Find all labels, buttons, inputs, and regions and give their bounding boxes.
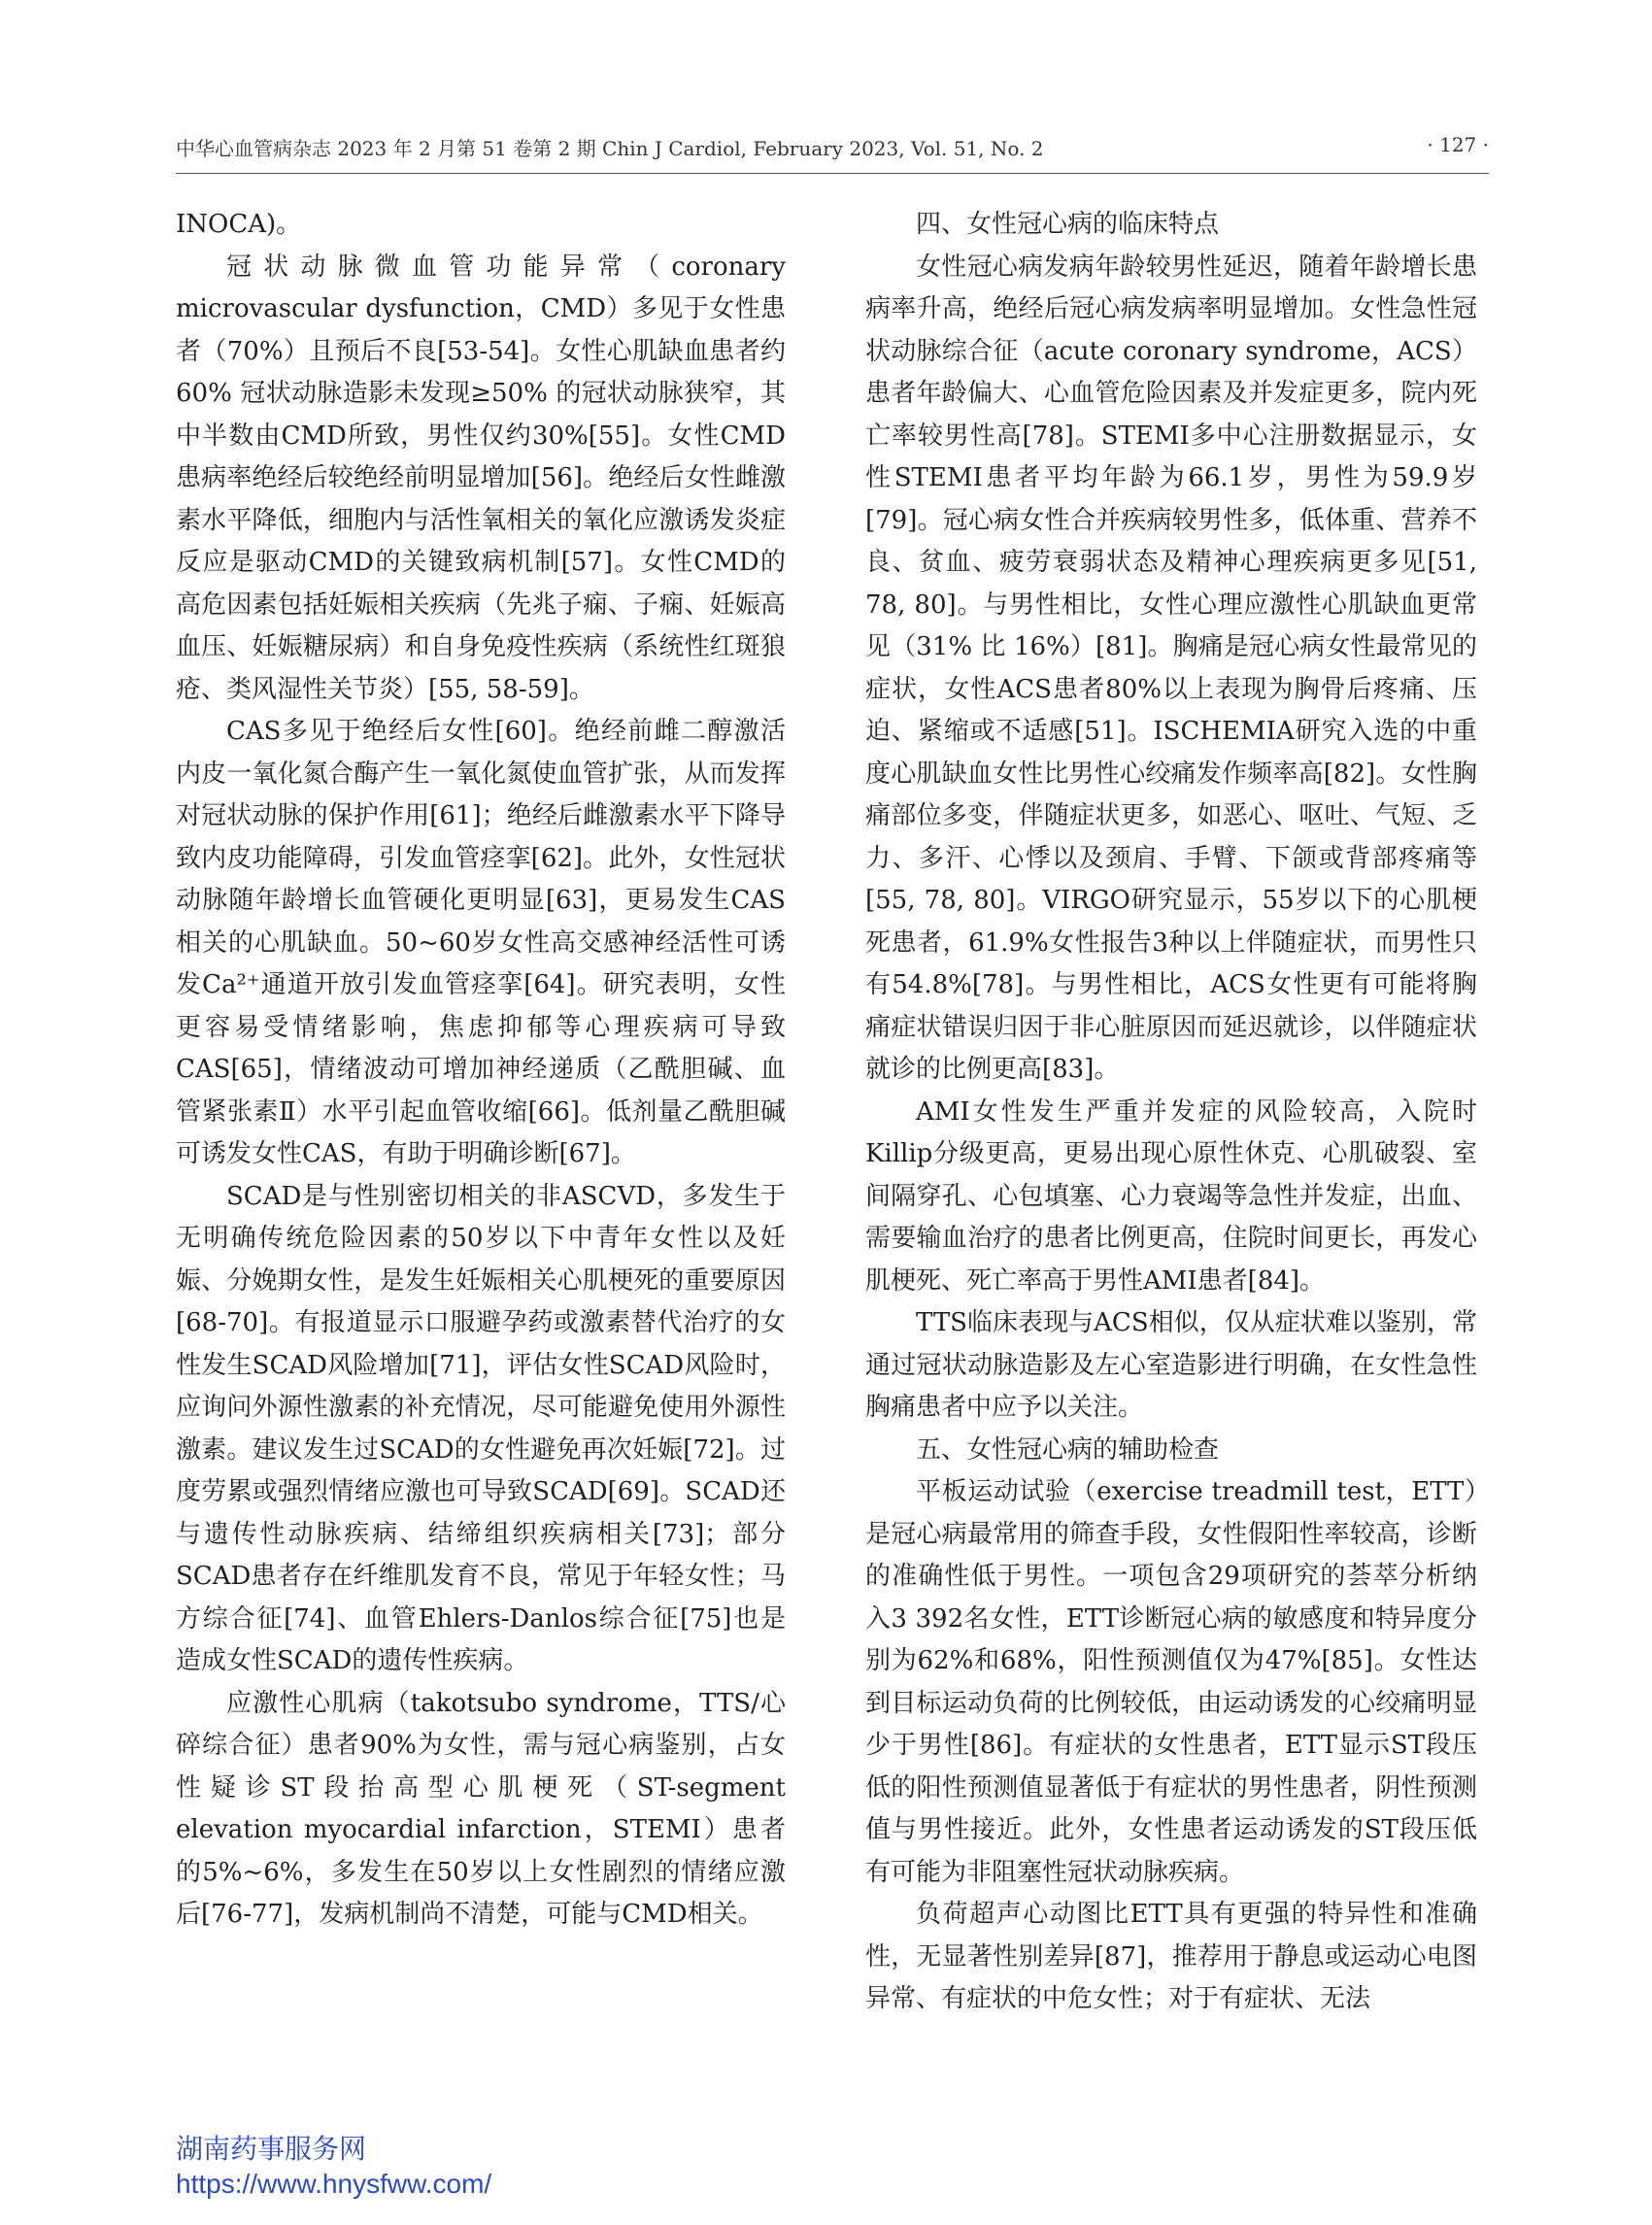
page-number: · 127 · [1427, 133, 1489, 156]
paragraph-cas: CAS多见于绝经后女性[60]。绝经前雌二醇激活内皮一氧化氮合酶产生一氧化氮使血管扩张，从而发挥对冠状动脉的保护作用[61]；绝经后雌激素水平下降导致内皮功能障碍，引发血管痉挛[62]。此外，女性冠状动脉随年龄增长血管硬化更明显[63]，更易发生CAS相关的心肌缺血。50~60岁女性高交感神经活性可诱发Ca²⁺通道开放引发血管痉挛[64]。研究表明，女性更容易受情绪影响，焦虑抑郁等心理疾病可导致CAS[65]，情绪波动可增加神经递质（乙酰胆碱、血管紧张素Ⅱ）水平引起血管收缩[66]。低剂量乙酰胆碱可诱发女性CAS，有助于明确诊断[67]。 [176, 717, 786, 1168]
section-heading-4: 四、女性冠心病的临床特点 [916, 210, 1220, 239]
right-column [865, 204, 1477, 2078]
paragraph-stress-echo: 负荷超声心动图比ETT具有更强的特异性和准确性，无显著性别差异[87]，推荐用于静息或运动心电图异常、有症状的中危女性；对于有症状、无法 [865, 1900, 1477, 2013]
paragraph-clinical-features: 女性冠心病发病年龄较男性延迟，随着年龄增长患病率升高，绝经后冠心病发病率明显增加。女性急性冠状动脉综合征（acute coronary syndrome，ACS）患者年龄偏大、心血管危险因素及并发症更多，院内死亡率较男性高[78]。STEMI多中心注册数据显示，女性STEMI患者平均年龄为66.1岁，男性为59.9岁[79]。冠心病女性合并疾病较男性多，低体重、营养不良、贫血、疲劳衰弱状态及精神心理疾病更多见[51, 78, 80]。与男性相比，女性心理应激性心肌缺血更常见（31% 比 16%）[81]。胸痛是冠心病女性最常见的症状，女性ACS患者80%以上表现为胸骨后疼痛、压迫、紧缩或不适感[51]。ISCHEMIA研究入选的中重度心肌缺血女性比男性心绞痛发作频率高[82]。女性胸痛部位多变，伴随症状更多，如恶心、呕吐、气短、乏力、多汗、心悸以及颈肩、手臂、下颌或背部疼痛等[55, 78, 80]。VIRGO研究显示，55岁以下的心肌梗死患者，61.9%女性报告3种以上伴随症状，而男性只有54.8%[78]。与男性相比，ACS女性更有可能将胸痛症状错误归因于非心脏原因而延迟就诊，以伴随症状就诊的比例更高[83]。 [865, 252, 1477, 1084]
paragraph-ami: AMI女性发生严重并发症的风险较高，入院时Killip分级更高，更易出现心原性休克、心肌破裂、室间隔穿孔、心包填塞、心力衰竭等急性并发症，出血、需要输血治疗的患者比例更高，住院时间更长，再发心肌梗死、死亡率高于男性AMI患者[84]。 [865, 1096, 1477, 1296]
left-column [176, 204, 786, 2078]
paragraph-scad: SCAD是与性别密切相关的非ASCVD，多发生于无明确传统危险因素的50岁以下中青年女性以及妊娠、分娩期女性，是发生妊娠相关心肌梗死的重要原因[68-70]。有报道显示口服避孕药或激素替代治疗的女性发生SCAD风险增加[71]，评估女性SCAD风险时，应询问外源性激素的补充情况，尽可能避免使用外源性激素。建议发生过SCAD的女性避免再次妊娠[72]。过度劳累或强烈情绪应激也可导致SCAD[69]。SCAD还与遗传性动脉疾病、结缔组织疾病相关[73]；部分SCAD患者存在纤维肌发育不良，常见于年轻女性；马方综合征[74]、血管Ehlers-Danlos综合征[75]也是造成女性SCAD的遗传性疾病。 [176, 1181, 786, 1675]
paragraph-tts: 应激性心肌病（takotsubo syndrome，TTS/心碎综合征）患者90%为女性，需与冠心病鉴别，占女性疑诊ST段抬高型心肌梗死（ST-segment elevation myocardial infarction，STEMI）患者的5%~6%，多发生在50岁以上女性剧烈的情绪应激后[76-77]，发病机制尚不清楚，可能与CMD相关。 [176, 1688, 786, 1929]
watermark [176, 2132, 491, 2202]
running-header [176, 133, 1489, 162]
header-rule [176, 173, 1489, 174]
section-heading-5: 五、女性冠心病的辅助检查 [916, 1434, 1220, 1465]
journal-citation: 中华心血管病杂志 2023 年 2 月第 51 卷第 2 期 Chin J Cardiol, February 2023, Vol. 51, No. 2 [176, 137, 1044, 160]
watermark-url[interactable]: https://www.hnysfww.com/ [176, 2169, 492, 2199]
paragraph-tts-diagnosis: TTS临床表现与ACS相似，仅从症状难以鉴别，常通过冠状动脉造影及左心室造影进行明确，在女性急性胸痛患者中应予以关注。 [865, 1308, 1477, 1422]
watermark-name: 湖南药事服务网 [176, 2134, 367, 2164]
paragraph-continuation: INOCA)。 [176, 210, 302, 239]
paragraph-cmd: 冠状动脉微血管功能异常（coronary microvascular dysfunction，CMD）多见于女性患者（70%）且预后不良[53-54]。女性心肌缺血患者约60% 冠状动脉造影未发现≥50% 的冠状动脉狭窄，其中半数由CMD所致，男性仅约30%[55]。女性CMD患病率绝经后较绝经前明显增加[56]。绝经后女性雌激素水平降低，细胞内与活性氧相关的氧化应激诱发炎症反应是驱动CMD的关键致病机制[57]。女性CMD的高危因素包括妊娠相关疾病（先兆子痫、子痫、妊娠高血压、妊娠糖尿病）和自身免疫性疾病（系统性红斑狼疮、类风湿性关节炎）[55, 58-59]。 [176, 252, 786, 704]
paragraph-ett: 平板运动试验（exercise treadmill test，ETT）是冠心病最常用的筛查手段，女性假阳性率较高，诊断的准确性低于男性。一项包含29项研究的荟萃分析纳入3 392名女性，ETT诊断冠心病的敏感度和特异度分别为62%和68%，阳性预测值仅为47%[85]。女性达到目标运动负荷的比例较低，由运动诱发的心绞痛明显少于男性[86]。有症状的女性患者，ETT显示ST段压低的阳性预测值显著低于有症状的男性患者，阴性预测值与男性接近。此外，女性患者运动诱发的ST段压低有可能为非阻塞性冠状动脉疾病。 [865, 1477, 1477, 1887]
